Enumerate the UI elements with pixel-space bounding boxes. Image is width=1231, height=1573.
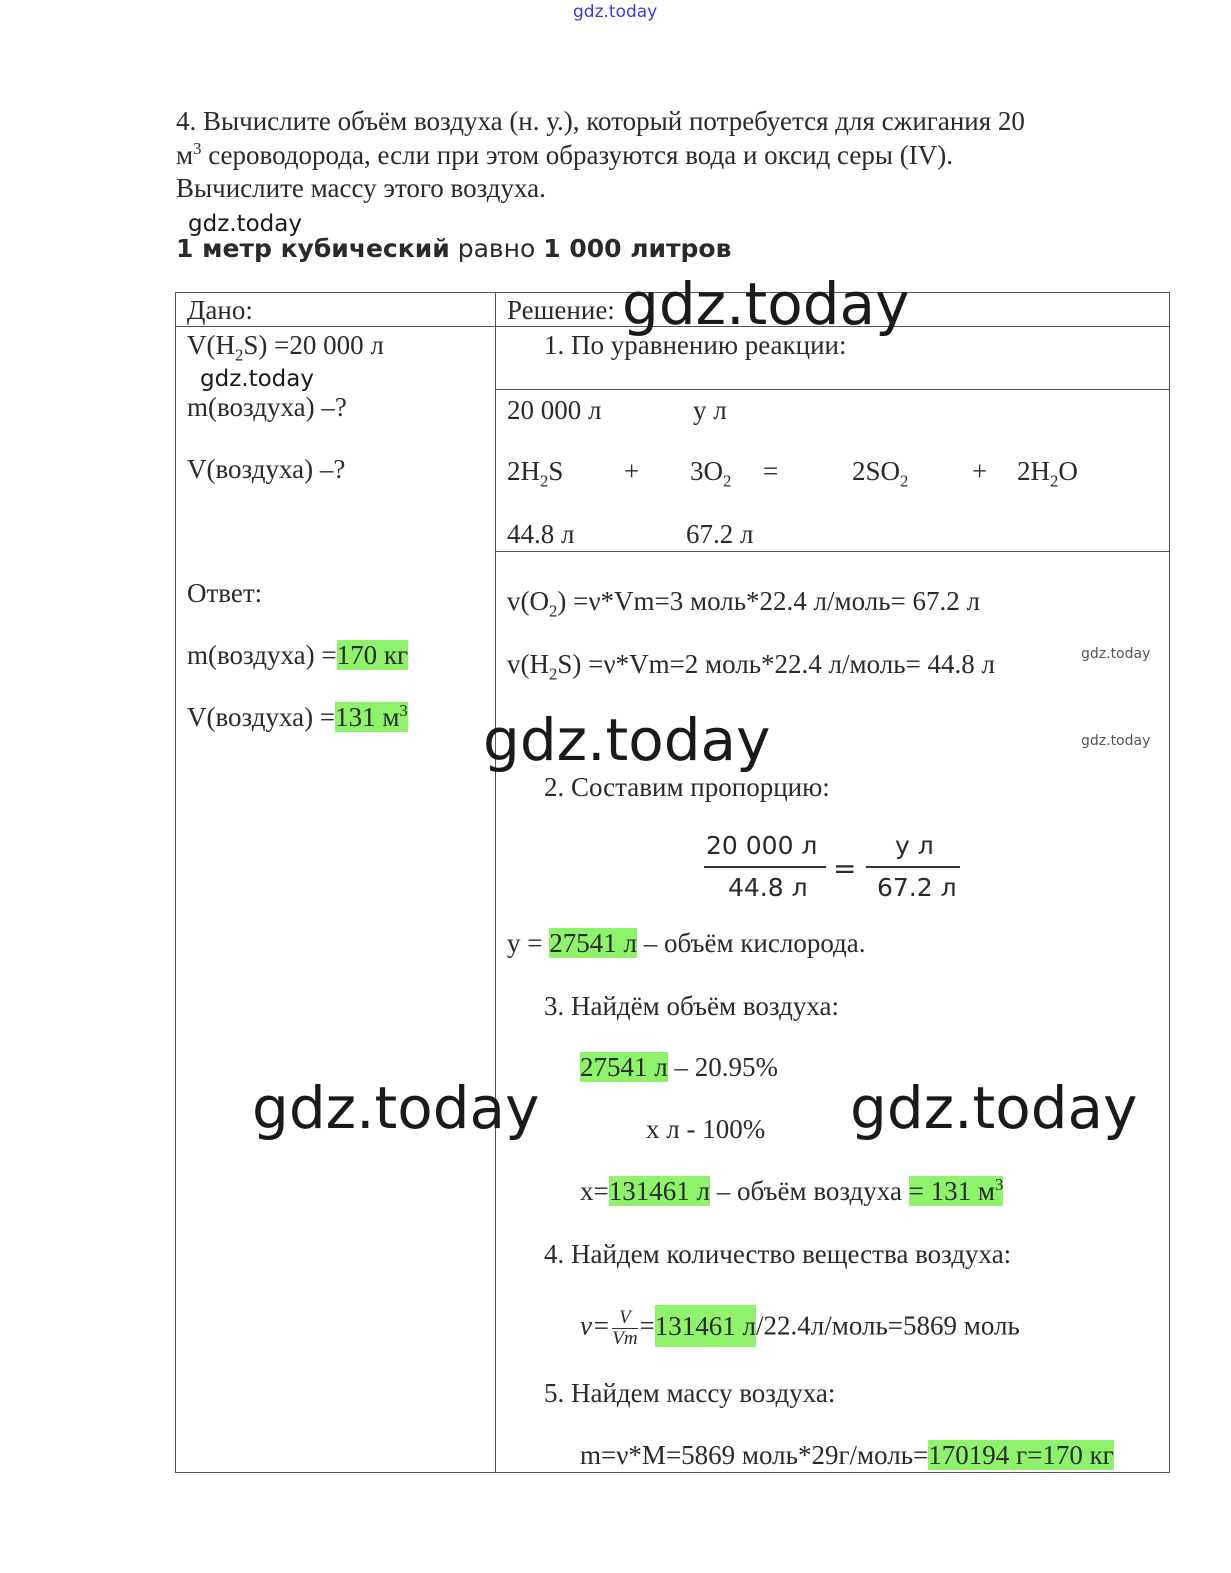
m-calc [580, 1440, 1114, 1471]
prop-den-right: 67.2 л [877, 873, 957, 902]
reaction-below-h2s: 44.8 л [507, 519, 575, 549]
reaction-h2s-a: 2H [507, 456, 540, 486]
reaction-h2o-a: 2H [1017, 456, 1050, 486]
nu-value: 131461 л [655, 1305, 756, 1347]
table-left-border [175, 292, 176, 1473]
given-v-h2s-b: S) =20 000 л [243, 330, 384, 360]
calc-h2s [507, 649, 996, 684]
given-v-air: V(воздуха) –? [187, 454, 346, 484]
x-value: 131461 л [608, 1176, 710, 1206]
given-v-h2s [187, 330, 384, 365]
given-v-h2s-a: V(H [187, 330, 235, 360]
nu-frac-num: V [612, 1308, 637, 1329]
given-v-h2s-sub: 2 [235, 345, 244, 365]
given-m-air: m(воздуха) –? [187, 392, 347, 422]
prop-equals: = [833, 852, 857, 885]
table-right-border [1169, 292, 1170, 1473]
row-air-percent: х л - 100% [646, 1114, 766, 1144]
reaction-h2s [507, 456, 564, 491]
row-o2-rest: – 20.95% [667, 1052, 778, 1082]
answer-label: Ответ: [187, 578, 263, 608]
x-value-2-box [909, 1176, 1004, 1206]
given-header: Дано: [187, 295, 253, 325]
prop-num-left: 20 000 л [706, 831, 818, 860]
problem-text-1: Вычислите объём воздуха (н. у.), который потребуется для сжигания 20 [203, 106, 1025, 136]
unit-m: м [176, 140, 194, 170]
calc-o2-rest: ) =ν*Vm=3 моль*22.4 л/моль= 67.2 л [557, 586, 980, 616]
answer-m-value: 170 кг [336, 640, 409, 670]
watermark-large-1: gdz.today [622, 270, 910, 338]
reaction-bottom-border [495, 551, 1170, 552]
problem-line-2 [176, 140, 953, 171]
reaction-above-h2s: 20 000 л [507, 395, 602, 425]
reaction-so2-sub: 2 [900, 471, 909, 491]
m-value: 170194 г=170 кг [928, 1440, 1114, 1470]
y-rest: – объём кислорода. [636, 928, 866, 958]
reaction-plus-2: + [972, 456, 988, 486]
problem-line-3: Вычислите массу этого воздуха. [176, 173, 546, 203]
reaction-o2 [690, 456, 732, 491]
step-2: 2. Составим пропорцию: [544, 772, 830, 802]
problem-text-2: сероводорода, если при этом образуются вода и оксид серы (IV). [201, 140, 953, 170]
note-middle: равно [449, 234, 544, 263]
y-value: 27541 л [549, 928, 637, 958]
reaction-so2-a: 2SO [852, 456, 901, 486]
x-sup: 3 [995, 1175, 1004, 1194]
y-result [507, 928, 866, 959]
reaction-h2o-sub: 2 [1050, 471, 1059, 491]
reaction-o2-sub: 2 [723, 471, 732, 491]
unit-note [176, 234, 731, 263]
x-mid: – объём воздуха [709, 1176, 909, 1206]
unit-sup: 3 [193, 139, 202, 158]
note-bold-1: 1 метр кубический [176, 234, 450, 263]
watermark-small-2: gdz.today [200, 366, 314, 392]
nu-frac-den: Vm [612, 1328, 638, 1349]
x-value-2: = 131 м [908, 1176, 995, 1206]
answer-v-value-box [335, 702, 408, 732]
reaction-o2-a: 3O [690, 456, 723, 486]
reaction-h2o-b: O [1058, 456, 1078, 486]
watermark-tiny-1: gdz.today [1081, 646, 1151, 662]
reaction-plus-1: + [624, 456, 640, 486]
nu-rest: /22.4л/моль=5869 моль [756, 1310, 1020, 1341]
x-result [580, 1176, 1003, 1207]
calc-o2-sub: 2 [549, 601, 558, 621]
watermark-large-4: gdz.today [850, 1074, 1138, 1142]
prop-bar-left [704, 866, 826, 868]
answer-v-value: 131 м [335, 702, 400, 732]
reaction-h2o [1017, 456, 1078, 491]
problem-number: 4. [176, 106, 197, 136]
problem-line-1 [176, 106, 1025, 137]
prop-den-left: 44.8 л [728, 873, 808, 902]
watermark-large-2: gdz.today [483, 706, 771, 774]
reaction-equals: = [763, 456, 779, 486]
solution-header: Решение: [507, 295, 615, 325]
step-1: 1. По уравнению реакции: [544, 330, 847, 360]
nu-fraction [612, 1308, 637, 1349]
prop-bar-right [866, 866, 960, 868]
prop-num-right: у л [895, 831, 934, 860]
answer-v [187, 702, 408, 733]
y-prefix: у = [507, 928, 550, 958]
calc-h2s-rest: S) =ν*Vm=2 моль*22.4 л/моль= 44.8 л [557, 649, 996, 679]
nu-symbol: ν= [580, 1310, 611, 1341]
x-prefix: х= [580, 1176, 609, 1206]
reaction-top-border [495, 389, 1170, 390]
calc-o2-prefix: v(O [507, 586, 549, 616]
answer-v-label: V(воздуха) = [187, 702, 336, 732]
answer-m [187, 640, 408, 671]
site-link[interactable]: gdz.today [573, 2, 658, 22]
step-5: 5. Найдем массу воздуха: [544, 1378, 836, 1408]
table-bottom-border [175, 1472, 1170, 1473]
row-o2-percent [580, 1052, 778, 1083]
reaction-h2s-sub: 2 [540, 471, 549, 491]
answer-m-label: m(воздуха) = [187, 640, 337, 670]
table-mid-border [495, 292, 496, 1473]
step-4: 4. Найдем количество вещества воздуха: [544, 1239, 1012, 1269]
reaction-h2s-b: S [548, 456, 564, 486]
calc-h2s-prefix: v(H [507, 649, 549, 679]
nu-calc [580, 1308, 1020, 1349]
watermark-small-1: gdz.today [188, 211, 302, 237]
calc-o2 [507, 586, 980, 621]
step-3: 3. Найдём объём воздуха: [544, 991, 839, 1021]
watermark-tiny-2: gdz.today [1081, 733, 1151, 749]
note-bold-2: 1 000 литров [543, 234, 732, 263]
nu-eq: = [639, 1310, 655, 1341]
watermark-large-3: gdz.today [252, 1074, 540, 1142]
answer-v-sup: 3 [399, 701, 408, 720]
reaction-so2 [852, 456, 909, 491]
reaction-above-o2: y л [693, 395, 727, 425]
m-prefix: m=ν*M=5869 моль*29г/моль= [580, 1440, 929, 1470]
calc-h2s-sub: 2 [549, 664, 558, 684]
reaction-below-o2: 67.2 л [686, 519, 754, 549]
row-o2-value: 27541 л [580, 1052, 668, 1082]
